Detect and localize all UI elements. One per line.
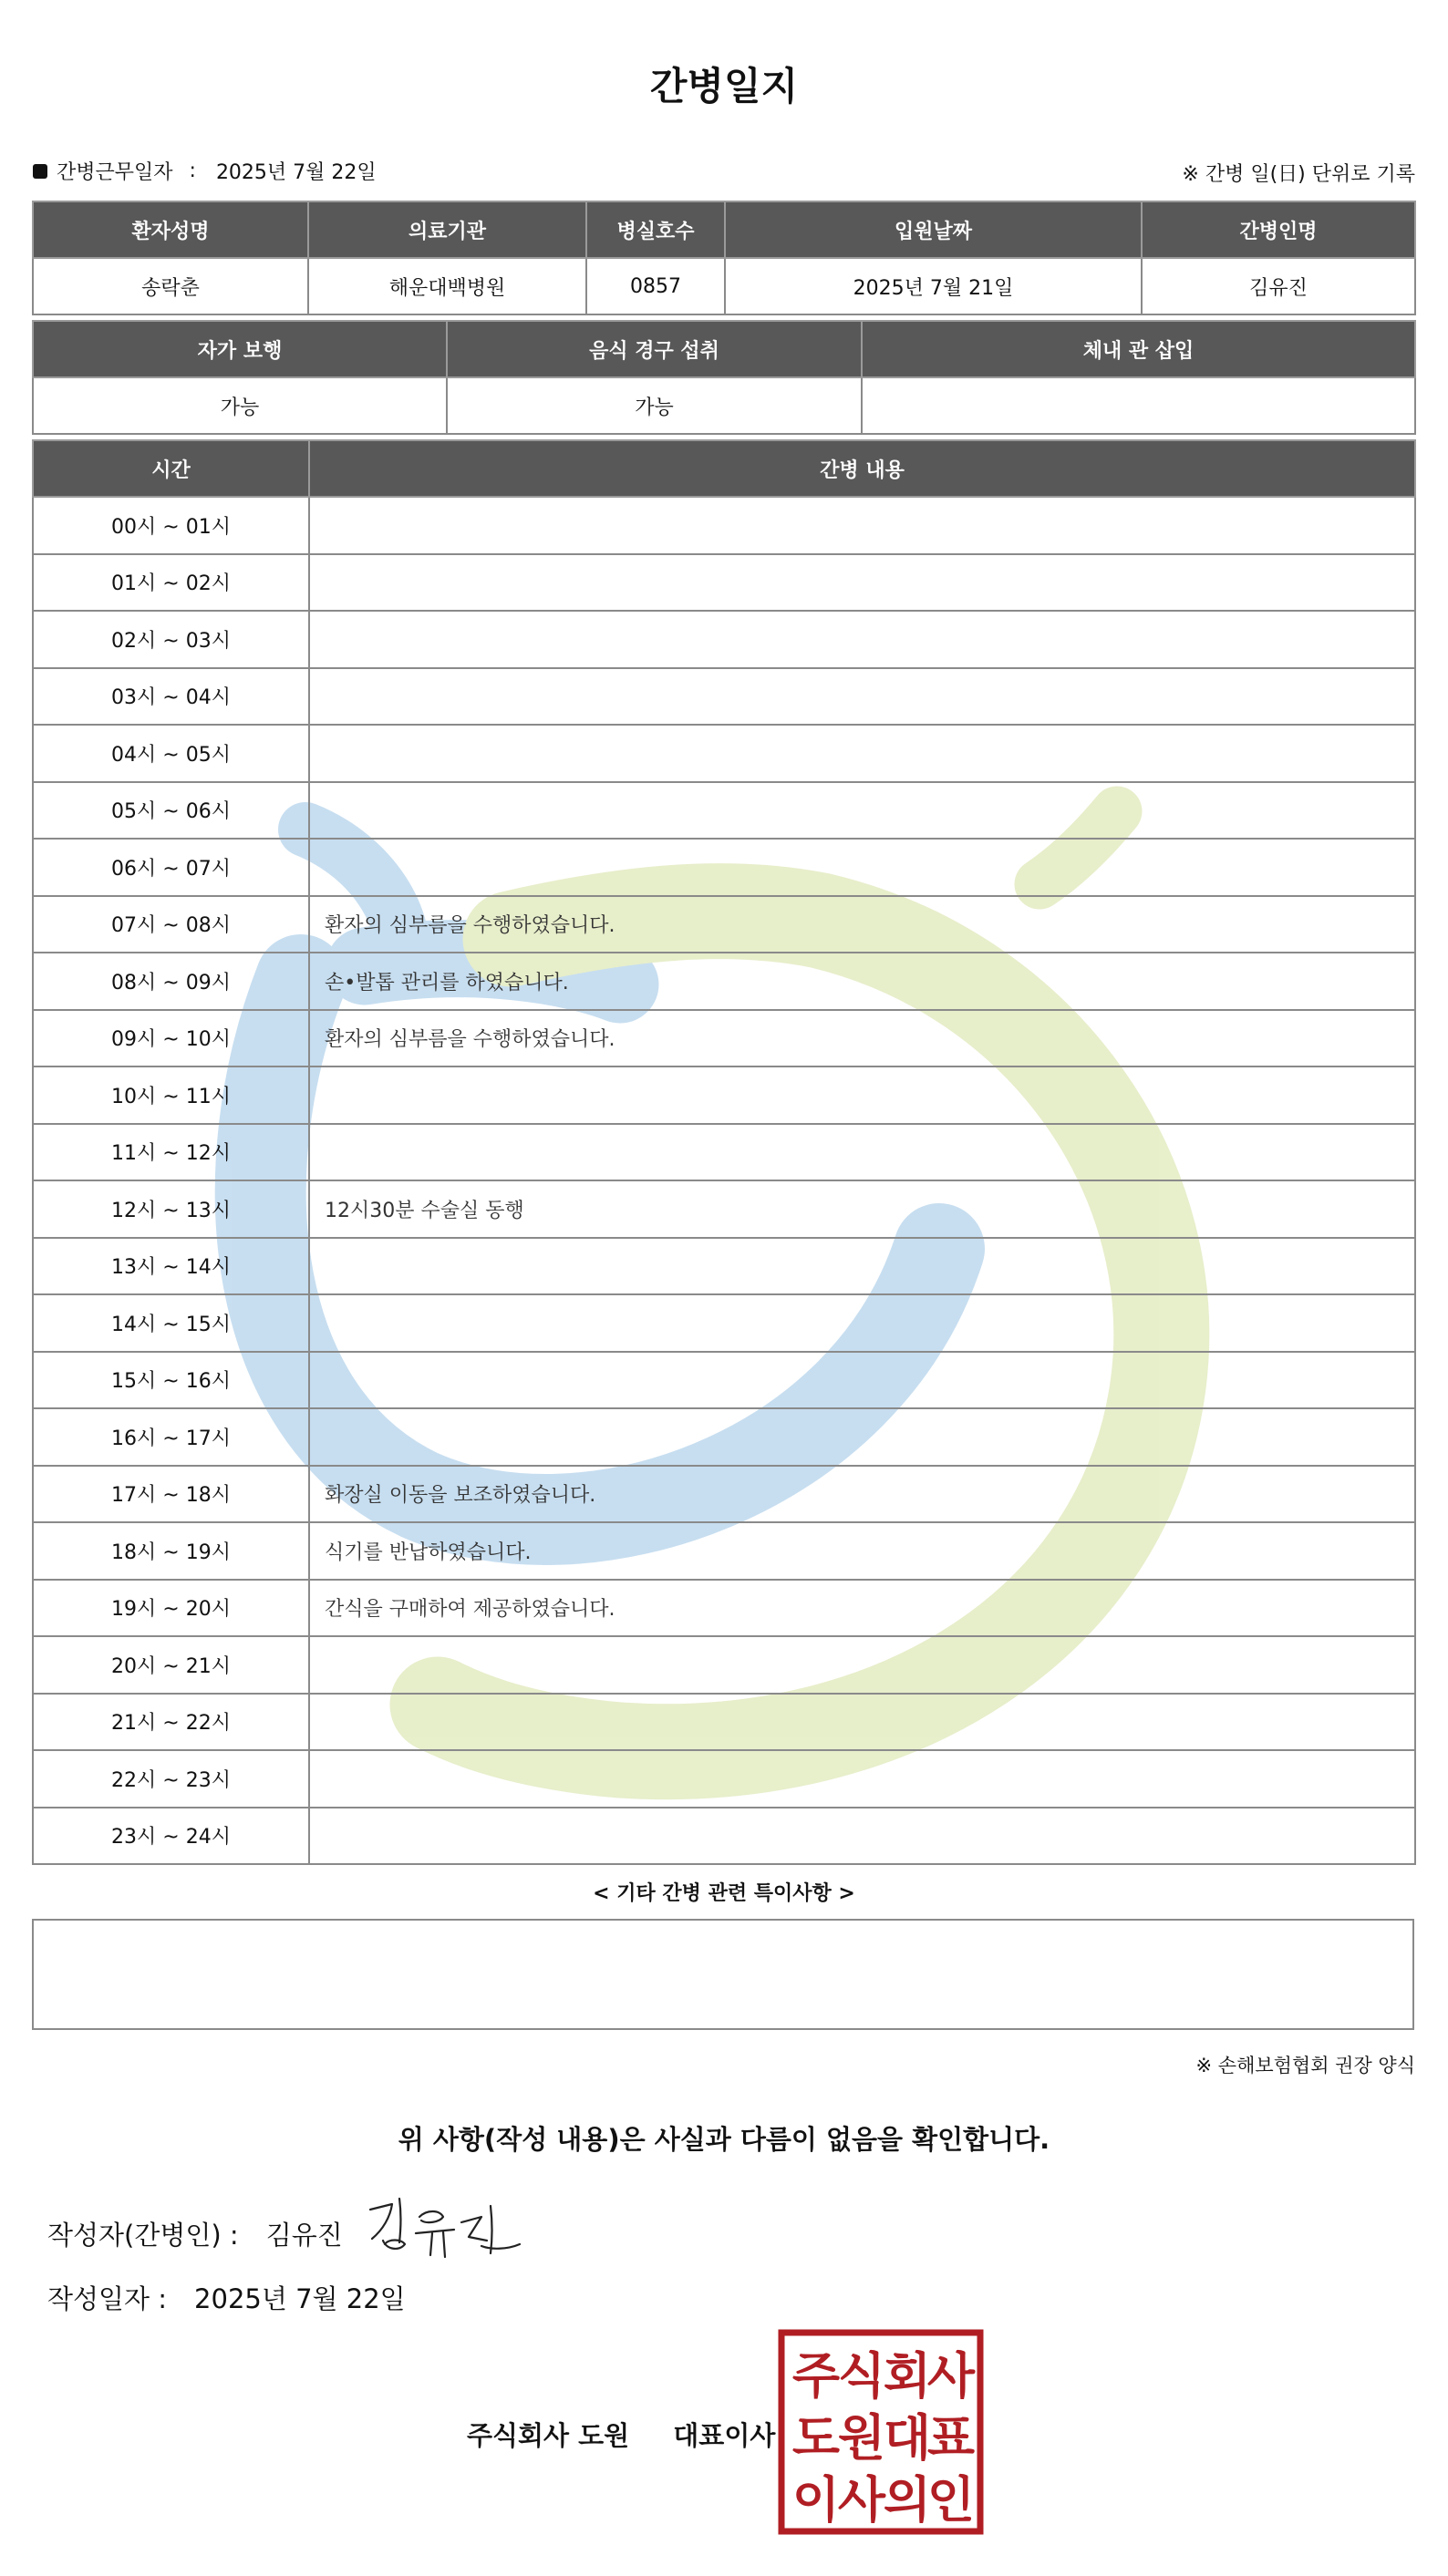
log-time: 17시 ~ 18시 <box>33 1466 309 1523</box>
header-care-content: 간병 내용 <box>309 440 1415 497</box>
care-log-table <box>32 439 1416 1865</box>
log-content <box>309 1408 1415 1466</box>
svg-text:사: 사 <box>926 2347 976 2405</box>
header-caregiver: 간병인명 <box>1142 201 1415 258</box>
log-content <box>309 611 1415 668</box>
log-row <box>33 1808 1415 1865</box>
log-content: 화장실 이동을 보조하였습니다. <box>309 1466 1415 1523</box>
remarks-title: < 기타 간병 관련 특이사항 > <box>593 1882 855 1905</box>
svg-text:인: 인 <box>926 2471 976 2529</box>
oral-intake-status: 가능 <box>447 377 862 434</box>
log-content: 식기를 반납하였습니다. <box>309 1522 1415 1580</box>
log-row <box>33 1180 1415 1238</box>
tube-insertion-status <box>862 377 1415 434</box>
svg-text:도: 도 <box>791 2409 841 2467</box>
log-row <box>33 611 1415 668</box>
log-content <box>309 839 1415 896</box>
svg-text:이: 이 <box>791 2471 841 2529</box>
remarks-box <box>32 1919 1414 2030</box>
company-line <box>467 2416 775 2453</box>
log-time: 00시 ~ 01시 <box>33 497 309 554</box>
admission-date: 2025년 7월 21일 <box>725 258 1142 314</box>
log-row <box>33 1352 1415 1409</box>
writer-name: 김유진 <box>265 2220 343 2251</box>
log-content <box>309 1352 1415 1409</box>
svg-text:표: 표 <box>926 2409 976 2467</box>
log-time: 14시 ~ 15시 <box>33 1294 309 1352</box>
log-time: 16시 ~ 17시 <box>33 1408 309 1466</box>
unit-note: ※ 간병 일(日) 단위로 기록 <box>1182 163 1415 186</box>
svg-text:식: 식 <box>837 2347 886 2405</box>
walking-status: 가능 <box>33 377 447 434</box>
log-content: 간식을 구매하여 제공하였습니다. <box>309 1580 1415 1637</box>
svg-text:의: 의 <box>883 2471 932 2529</box>
log-content <box>309 554 1415 612</box>
written-date-label: 작성일자 : <box>47 2283 168 2314</box>
log-content <box>309 1124 1415 1181</box>
svg-text:주: 주 <box>791 2347 841 2405</box>
confirmation-statement: 위 사항(작성 내용)은 사실과 다름이 없음을 확인합니다. <box>398 2124 1050 2155</box>
writer-row <box>47 2215 343 2252</box>
log-row <box>33 1408 1415 1466</box>
writer-label: 작성자(간병인) : <box>47 2220 239 2251</box>
log-content <box>309 782 1415 840</box>
written-date-value: 2025년 7월 22일 <box>194 2283 406 2314</box>
log-time: 12시 ~ 13시 <box>33 1180 309 1238</box>
log-content <box>309 725 1415 782</box>
header-tube-insertion: 체내 관 삽입 <box>862 321 1415 377</box>
patient-status-table <box>32 320 1416 435</box>
log-row <box>33 1522 1415 1580</box>
log-row <box>33 1694 1415 1751</box>
log-content <box>309 497 1415 554</box>
log-time: 11시 ~ 12시 <box>33 1124 309 1181</box>
log-time: 05시 ~ 06시 <box>33 782 309 840</box>
log-content <box>309 1808 1415 1865</box>
log-time: 18시 ~ 19시 <box>33 1522 309 1580</box>
log-row <box>33 1010 1415 1067</box>
log-row <box>33 953 1415 1010</box>
log-row <box>33 1636 1415 1694</box>
log-row <box>33 554 1415 612</box>
log-content: 환자의 심부름을 수행하였습니다. <box>309 896 1415 953</box>
log-row <box>33 1124 1415 1181</box>
header-oral-intake: 음식 경구 섭취 <box>447 321 862 377</box>
company-seal-stamp <box>778 2329 984 2535</box>
log-content <box>309 1636 1415 1694</box>
representative-title: 대표이사 <box>673 2420 776 2451</box>
patient-info-table <box>32 201 1416 315</box>
svg-text:사: 사 <box>837 2471 886 2529</box>
work-date-label: 간병근무일자 <box>57 161 173 184</box>
log-row <box>33 782 1415 840</box>
log-time: 09시 ~ 10시 <box>33 1010 309 1067</box>
header-time: 시간 <box>33 440 309 497</box>
log-row <box>33 1294 1415 1352</box>
log-content <box>309 1238 1415 1295</box>
log-row <box>33 668 1415 726</box>
svg-text:원: 원 <box>837 2409 886 2467</box>
log-time: 03시 ~ 04시 <box>33 668 309 726</box>
log-row <box>33 1580 1415 1637</box>
work-date-value: 2025년 7월 22일 <box>215 161 377 184</box>
log-row <box>33 1750 1415 1808</box>
log-content <box>309 668 1415 726</box>
log-time: 01시 ~ 02시 <box>33 554 309 612</box>
document-title: 간병일지 <box>649 64 799 108</box>
log-time: 02시 ~ 03시 <box>33 611 309 668</box>
company-name: 주식회사 도원 <box>467 2420 630 2451</box>
log-row <box>33 1066 1415 1124</box>
log-content: 환자의 심부름을 수행하였습니다. <box>309 1010 1415 1067</box>
log-row <box>33 1238 1415 1295</box>
log-time: 23시 ~ 24시 <box>33 1808 309 1865</box>
log-time: 20시 ~ 21시 <box>33 1636 309 1694</box>
form-note: ※ 손해보험협회 권장 양식 <box>1195 2055 1415 2076</box>
log-row <box>33 497 1415 554</box>
log-time: 15시 ~ 16시 <box>33 1352 309 1409</box>
log-content <box>309 1294 1415 1352</box>
bullet-icon <box>33 164 47 179</box>
log-content <box>309 1750 1415 1808</box>
header-room: 병실호수 <box>586 201 725 258</box>
separator: : <box>189 160 196 182</box>
log-content <box>309 1066 1415 1124</box>
log-time: 21시 ~ 22시 <box>33 1694 309 1751</box>
log-time: 04시 ~ 05시 <box>33 725 309 782</box>
log-row <box>33 896 1415 953</box>
caregiver-name: 김유진 <box>1142 258 1415 314</box>
svg-text:대: 대 <box>883 2409 932 2467</box>
header-admission-date: 입원날짜 <box>725 201 1142 258</box>
log-content: 손•발톱 관리를 하였습니다. <box>309 953 1415 1010</box>
svg-text:회: 회 <box>883 2347 932 2405</box>
hospital: 해운대백병원 <box>308 258 586 314</box>
log-time: 06시 ~ 07시 <box>33 839 309 896</box>
log-time: 10시 ~ 11시 <box>33 1066 309 1124</box>
log-content: 12시30분 수술실 동행 <box>309 1180 1415 1238</box>
log-time: 13시 ~ 14시 <box>33 1238 309 1295</box>
header-hospital: 의료기관 <box>308 201 586 258</box>
log-row <box>33 839 1415 896</box>
patient-name: 송락춘 <box>33 258 308 314</box>
log-time: 08시 ~ 09시 <box>33 953 309 1010</box>
written-date-row <box>47 2279 406 2316</box>
work-date <box>33 157 377 185</box>
signature <box>363 2190 527 2262</box>
log-time: 22시 ~ 23시 <box>33 1750 309 1808</box>
log-time: 19시 ~ 20시 <box>33 1580 309 1637</box>
log-row <box>33 725 1415 782</box>
header-patient-name: 환자성명 <box>33 201 308 258</box>
log-content <box>309 1694 1415 1751</box>
header-walking: 자가 보행 <box>33 321 447 377</box>
log-row <box>33 1466 1415 1523</box>
room-number: 0857 <box>586 258 725 314</box>
log-time: 07시 ~ 08시 <box>33 896 309 953</box>
